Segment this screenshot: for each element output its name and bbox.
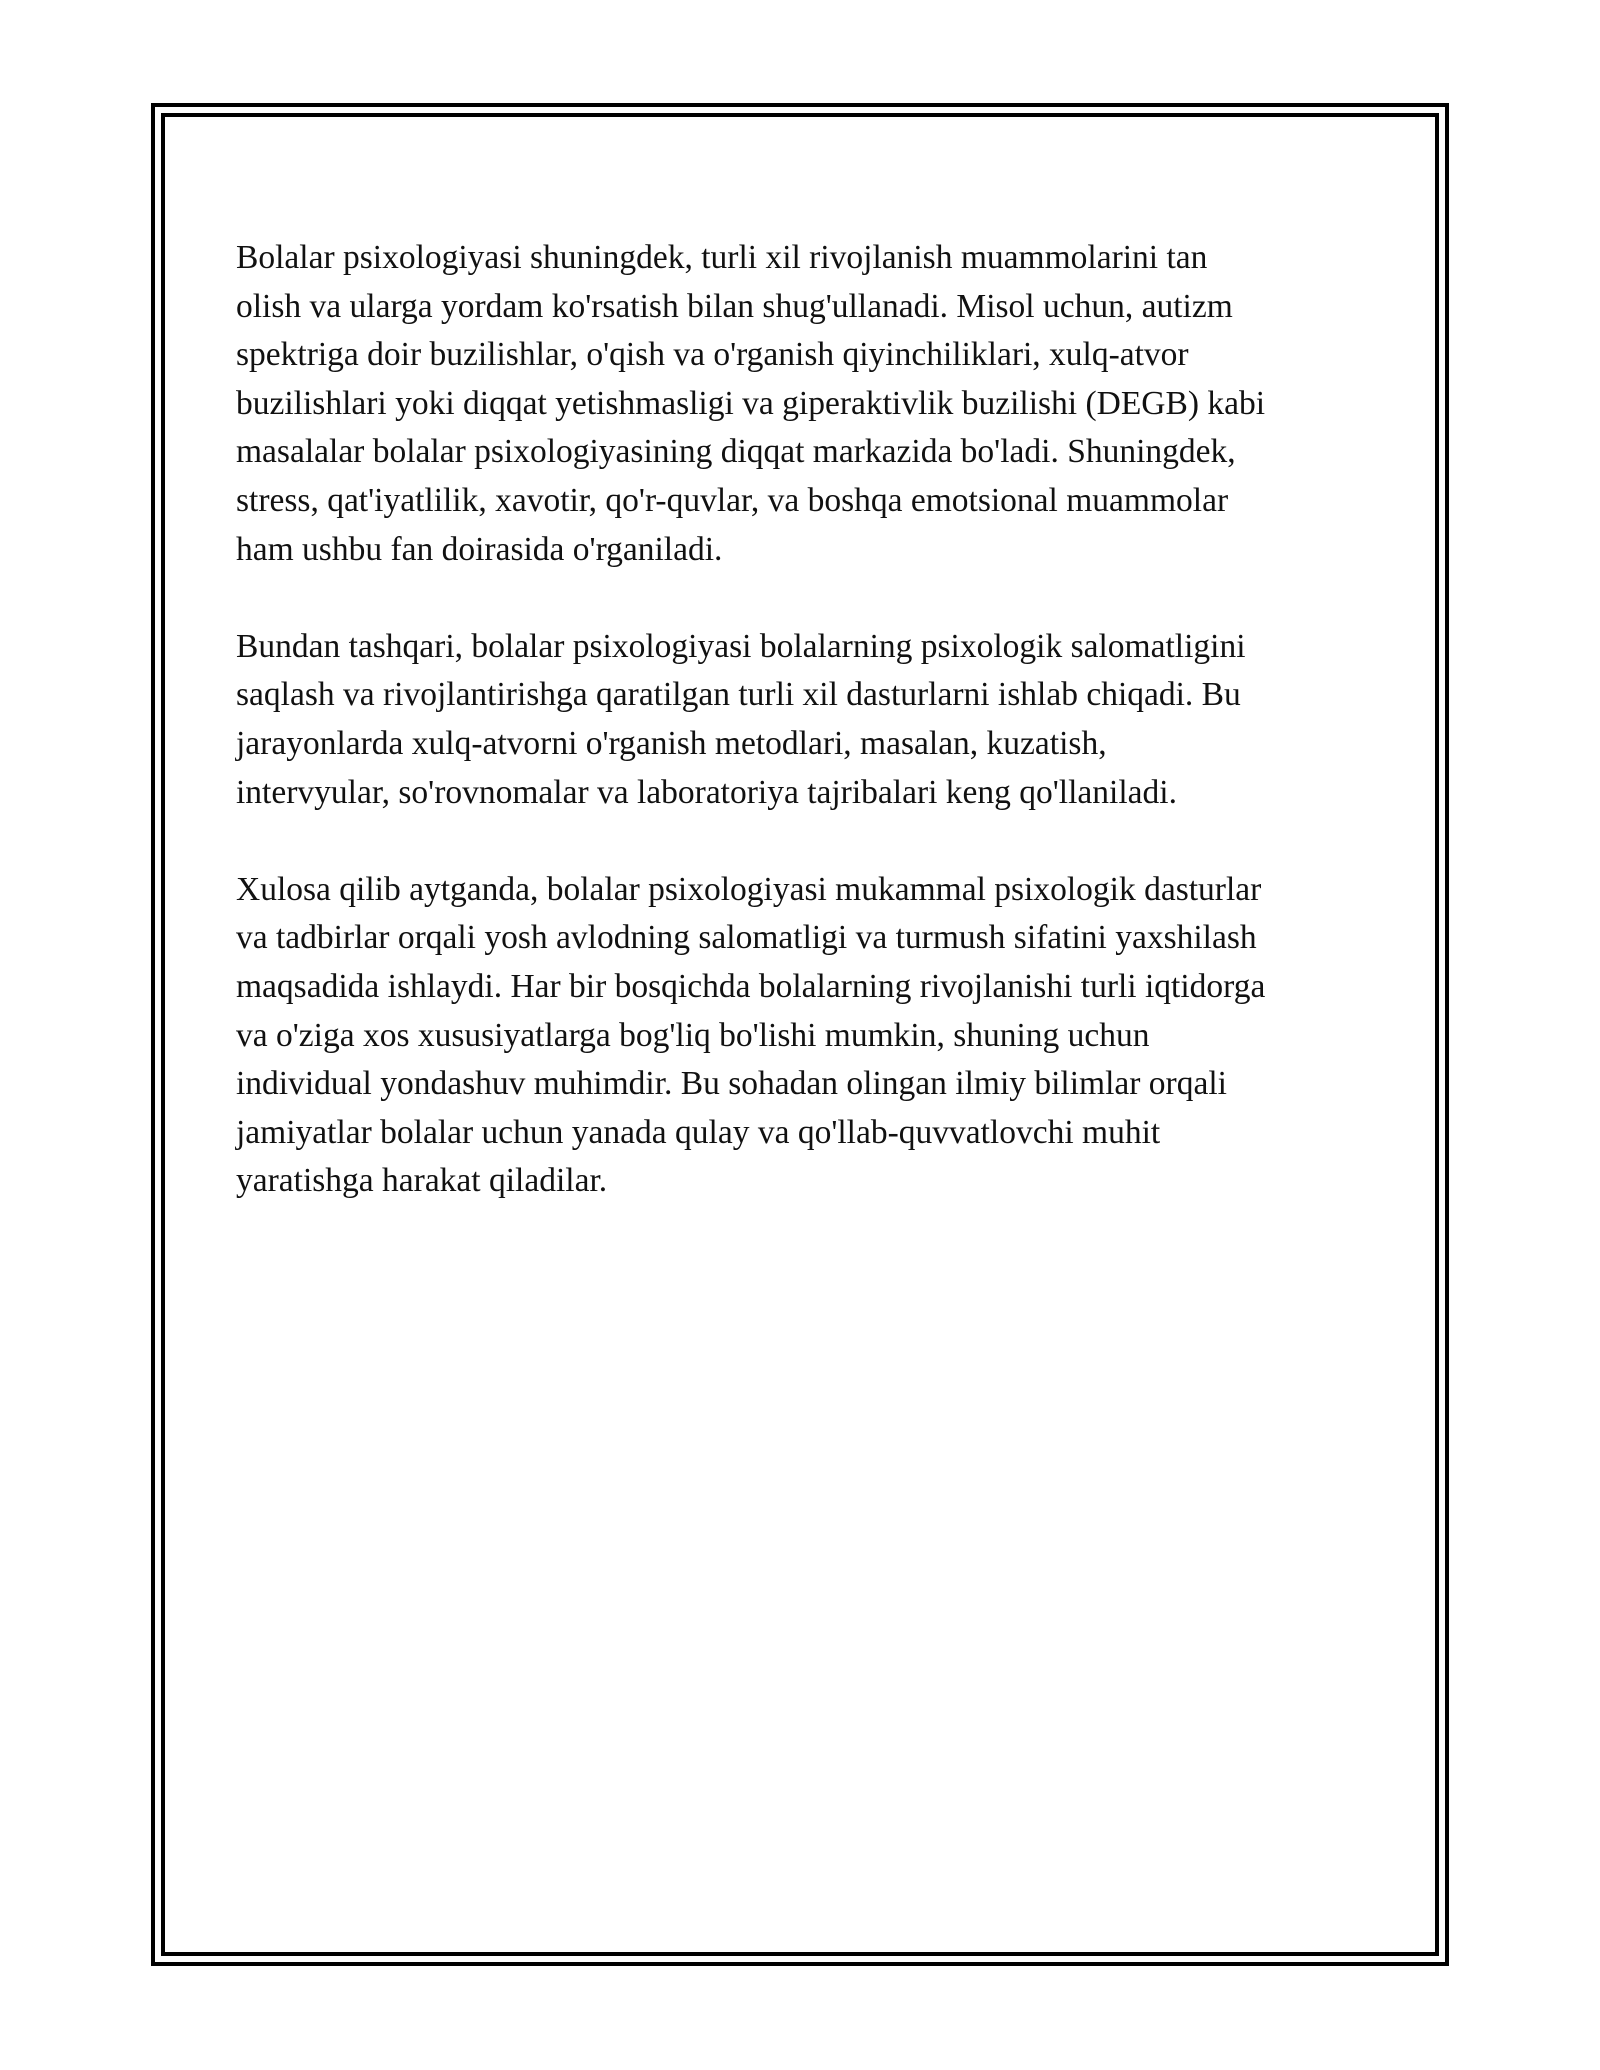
document-body: [236, 234, 1376, 1254]
paragraph-2: Bundan tashqari, bolalar psixologiyasi bolalarning psixologik salomatligini saqlash va rivojlantirishga qaratilgan turli xil dasturlarni ishlab chiqadi. Bu jarayonlarda xulq-atvorni o'rganish metodlari, masalan, kuzatish, intervyular, so'rovnomalar va laboratoriya tajribalari keng qo'llaniladi.: [236, 627, 1246, 811]
paragraph-1: Bolalar psixologiyasi shuningdek, turli xil rivojlanish muammolarini tan olish va ularga yordam ko'rsatish bilan shug'ullanadi. Misol uchun, autizm spektriga doir buzilishlar, o'qish va o'rganish qiyinchiliklari, xulq-atvor buzilishlari yoki diqqat yetishmasligi va giperaktivlik buzilishi (DEGB) kabi masalalar bolalar psixologiyasining diqqat markazida bo'ladi. Shuningdek, stress, qat'iyatlilik, xavotir, qo'r-quvlar, va boshqa emotsional muammolar ham ushbu fan doirasida o'rganiladi.: [236, 239, 1266, 568]
paragraph-3: Xulosa qilib aytganda, bolalar psixologiyasi mukammal psixologik dasturlar va tadbirlar orqali yosh avlodning salomatligi va turmush sifatini yaxshilash maqsadida ishlaydi. Har bir bosqichda bolalarning rivojlanishi turli iqtidorga va o'ziga xos xususiyatlarga bog'liq bo'lishi mumkin, shuning uchun individual yondashuv muhimdir. Bu sohadan olingan ilmiy bilimlar orqali jamiyatlar bolalar uchun yanada qulay va qo'llab-quvvatlovchi muhit yaratishga harakat qiladilar.: [236, 870, 1266, 1200]
